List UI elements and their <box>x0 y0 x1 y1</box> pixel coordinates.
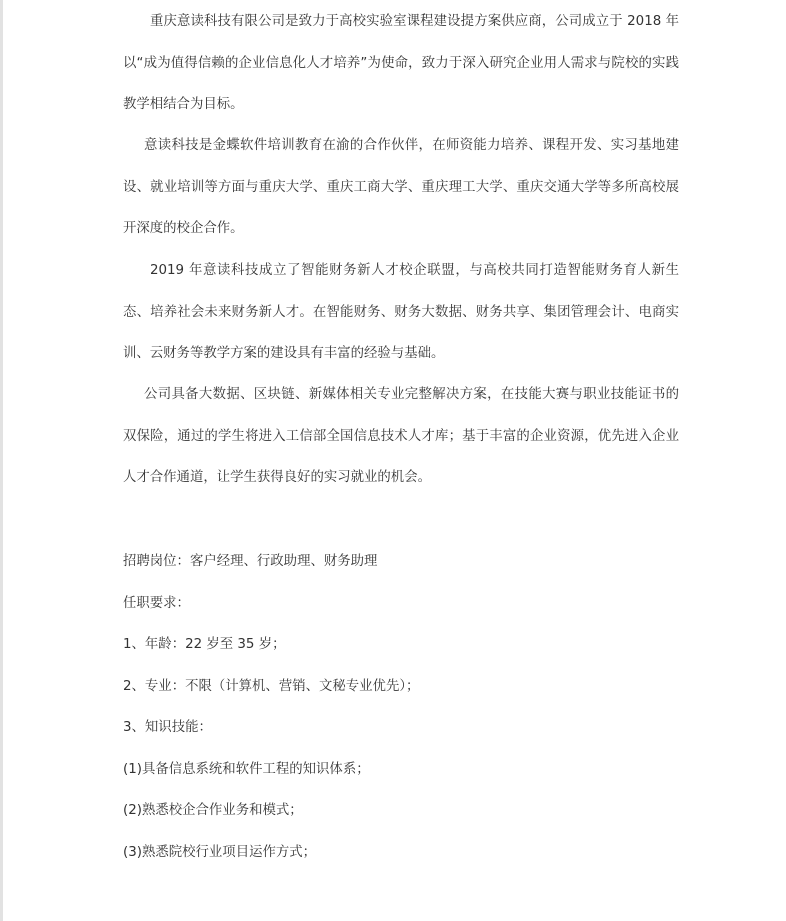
requirement-subitem: (1)具备信息系统和软件工程的知识体系； <box>123 762 370 777</box>
requirement-item: 3、知识技能： <box>123 720 212 735</box>
requirement-subitem: (3)熟悉院校行业项目运作方式； <box>123 845 317 860</box>
intro-paragraph-4: 公司具备大数据、区块链、新媒体相关专业完整解决方案，在技能大赛与职业技能证书的双保险，通过的学生将进入工信部全国信息技术人才库；基于丰富的企业资源，优先进入企业人才合作通道，让学生获得良好的实习就业的机会。 <box>123 387 679 485</box>
requirement-subitem: (2)熟悉校企合作业务和模式； <box>123 803 303 818</box>
requirement-item: 1、年龄：22 岁至 35 岁； <box>123 637 286 652</box>
requirements-heading: 任职要求： <box>123 596 190 611</box>
intro-paragraph-2: 意读科技是金蝶软件培训教育在渝的合作伙伴，在师资能力培养、课程开发、实习基地建设、就业培训等方面与重庆大学、重庆工商大学、重庆理工大学、重庆交通大学等多所高校展开深度的校企合作。 <box>123 138 679 236</box>
intro-paragraph-3: 2019 年意读科技成立了智能财务新人才校企联盟，与高校共同打造智能财务育人新生态、培养社会未来财务新人才。在智能财务、财务大数据、财务共享、集团管理会计、电商实训、云财务等教学方案的建设具有丰富的经验与基础。 <box>123 263 679 361</box>
requirement-item: 2、专业：不限（计算机、营销、文秘专业优先）； <box>123 679 420 694</box>
recruitment-positions: 招聘岗位：客户经理、行政助理、财务助理 <box>123 554 378 569</box>
intro-paragraph-1: 重庆意读科技有限公司是致力于高校实验室课程建设提方案供应商，公司成立于 2018 年以“成为值得信赖的企业信息化人才培养”为使命，致力于深入研究企业用人需求与院校的实践教学相结合为目标。 <box>123 14 679 112</box>
page-left-border <box>0 0 3 921</box>
